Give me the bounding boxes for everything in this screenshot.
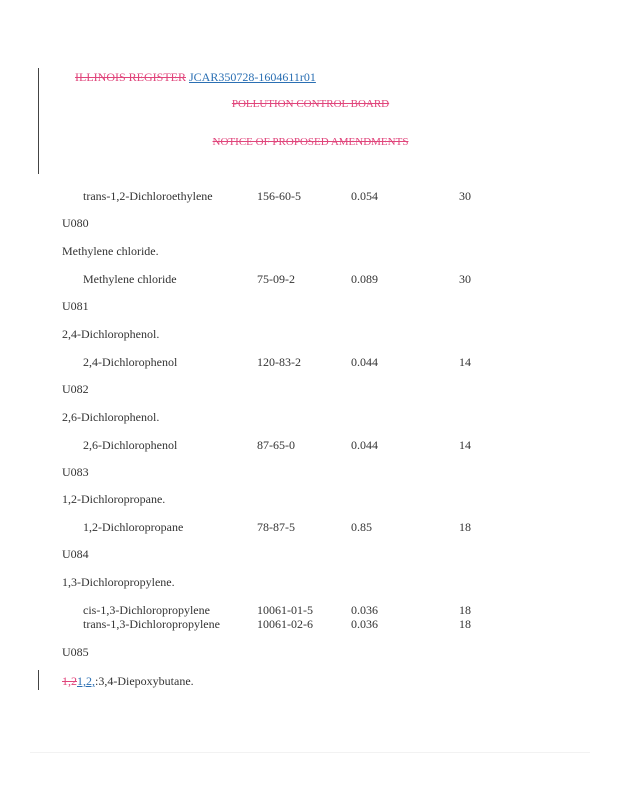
cas-number: 10061-02-6 bbox=[257, 617, 313, 631]
waste-title: 2,4-Dichlorophenol. bbox=[62, 327, 160, 341]
wastewater-standard: 0.044 bbox=[351, 355, 378, 369]
cas-number: 156-60-5 bbox=[257, 189, 301, 203]
constituent-name: Methylene chloride bbox=[83, 272, 177, 286]
change-bar-top bbox=[38, 68, 39, 174]
nonwastewater-standard: 18 bbox=[459, 603, 471, 617]
constituent-name: 2,6-Dichlorophenol bbox=[83, 438, 178, 452]
inserted-jcar-code: JCAR350728-1604611r01 bbox=[189, 70, 316, 84]
cas-number: 78-87-5 bbox=[257, 520, 295, 534]
nonwastewater-standard: 14 bbox=[459, 438, 471, 452]
cas-number: 120-83-2 bbox=[257, 355, 301, 369]
waste-code: U084 bbox=[62, 547, 89, 561]
nonwastewater-standard: 30 bbox=[459, 189, 471, 203]
waste-title: Methylene chloride. bbox=[62, 244, 159, 258]
change-bar-bottom bbox=[38, 670, 39, 690]
constituent-name: cis-1,3-Dichloropropylene bbox=[83, 603, 210, 617]
waste-title: 2,6-Dichlorophenol. bbox=[62, 410, 160, 424]
nonwastewater-standard: 18 bbox=[459, 520, 471, 534]
waste-title bbox=[62, 674, 194, 689]
title-remainder: :3,4-Diepoxybutane. bbox=[95, 674, 194, 688]
waste-code: U081 bbox=[62, 299, 89, 313]
constituent-name: trans-1,2-Dichloroethylene bbox=[83, 189, 213, 203]
constituent-name: 2,4-Dichlorophenol bbox=[83, 355, 178, 369]
cas-number: 10061-01-5 bbox=[257, 603, 313, 617]
nonwastewater-standard: 30 bbox=[459, 272, 471, 286]
waste-code: U080 bbox=[62, 216, 89, 230]
waste-code: U085 bbox=[62, 645, 89, 659]
wastewater-standard: 0.054 bbox=[351, 189, 378, 203]
inserted-prefix: 1,2, bbox=[77, 674, 95, 688]
deleted-register-name: ILLINOIS REGISTER bbox=[75, 70, 186, 84]
constituent-name: 1,2-Dichloropropane bbox=[83, 520, 184, 534]
cas-number: 75-09-2 bbox=[257, 272, 295, 286]
waste-code: U082 bbox=[62, 382, 89, 396]
constituent-name: trans-1,3-Dichloropropylene bbox=[83, 617, 220, 631]
notice-title: NOTICE OF PROPOSED AMENDMENTS bbox=[212, 136, 409, 148]
wastewater-standard: 0.089 bbox=[351, 272, 378, 286]
cas-number: 87-65-0 bbox=[257, 438, 295, 452]
waste-title: 1,2-Dichloropropane. bbox=[62, 492, 166, 506]
board-title: POLLUTION CONTROL BOARD bbox=[231, 98, 390, 110]
wastewater-standard: 0.036 bbox=[351, 603, 378, 617]
register-header bbox=[75, 70, 316, 85]
wastewater-standard: 0.85 bbox=[351, 520, 372, 534]
wastewater-standard: 0.044 bbox=[351, 438, 378, 452]
nonwastewater-standard: 14 bbox=[459, 355, 471, 369]
waste-code: U083 bbox=[62, 465, 89, 479]
nonwastewater-standard: 18 bbox=[459, 617, 471, 631]
deleted-prefix: 1,2 bbox=[62, 674, 77, 688]
footer-divider bbox=[30, 752, 590, 753]
waste-title: 1,3-Dichloropropylene. bbox=[62, 575, 175, 589]
wastewater-standard: 0.036 bbox=[351, 617, 378, 631]
